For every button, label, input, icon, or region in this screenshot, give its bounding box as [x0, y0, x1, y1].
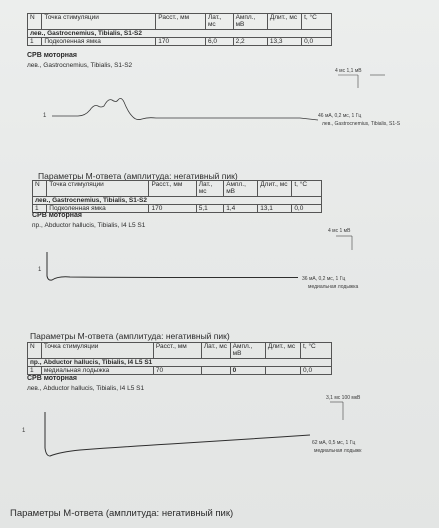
- cell-ampl: 1,4: [224, 205, 258, 213]
- col-site: Точка стимуляции: [41, 343, 153, 359]
- col-lat: Лат., мс: [196, 181, 223, 197]
- block2-subtitle: пр., Abductor hallucis, Tibialis, I4 L5 S1: [32, 222, 146, 229]
- block1-scale-label: 4 мс 1,1 мВ: [335, 68, 362, 74]
- cell-lat: 6,0: [205, 38, 233, 46]
- section-label: лев., Gastrocnemius, Tibialis, S1-S2: [28, 30, 332, 38]
- block1-site-note: лев., Gastrocnemius, Tibialis, S1-S: [322, 121, 401, 127]
- col-lat: Лат., мс: [201, 343, 230, 359]
- col-temp: t, °C: [292, 181, 322, 197]
- cell-n: 1: [28, 38, 42, 46]
- block1-scale-bar: [338, 75, 385, 88]
- cell-site: Подколенная ямка: [47, 205, 149, 213]
- col-temp: t, °C: [302, 14, 332, 30]
- block2-heading: Параметры М-ответа (амплитуда: негативный пик): [38, 171, 238, 181]
- block1-subtitle: лев., Gastrocnemius, Tibialis, S1-S2: [27, 62, 133, 69]
- col-dur: Длит., мс: [267, 14, 301, 30]
- block3-waveform: [45, 412, 310, 456]
- cell-dist: 170: [149, 205, 196, 213]
- block1-settings: 46 мА, 0,2 мс, 1 Гц: [318, 113, 362, 119]
- cell-dur: 13,1: [258, 205, 292, 213]
- cell-dist: 70: [153, 367, 201, 375]
- block3-scale-label: 3,1 мс 100 мкВ: [326, 395, 361, 401]
- col-site: Точка стимуляции: [42, 14, 156, 30]
- cell-dur: 13,3: [267, 38, 301, 46]
- col-dist: Расст., мм: [149, 181, 196, 197]
- section-label: лев., Gastrocnemius, Tibialis, S1-S2: [33, 197, 322, 205]
- block2-settings: 36 мА, 0,2 мс, 1 Гц: [302, 276, 346, 282]
- cell-ampl: 0: [230, 367, 265, 375]
- col-ampl: Ампл., мВ: [230, 343, 265, 359]
- col-n: N: [28, 343, 42, 359]
- block2-scale-bar: [336, 236, 352, 250]
- col-site: Точка стимуляции: [47, 181, 149, 197]
- block1-waveform: [52, 98, 318, 120]
- col-n: N: [33, 181, 47, 197]
- cell-temp: 0,0: [301, 367, 332, 375]
- col-dist: Расст., мм: [156, 14, 206, 30]
- block2-trace-label: 1: [38, 267, 42, 273]
- block2-site-note: медиальная лодыжка: [308, 284, 359, 290]
- cell-lat: 5,1: [196, 205, 223, 213]
- block2-scale-label: 4 мс 1 мВ: [328, 228, 351, 234]
- cell-dist: 170: [156, 38, 206, 46]
- col-temp: t, °C: [301, 343, 332, 359]
- block3-trace-label: 1: [22, 428, 26, 434]
- block3-settings: 62 мА, 0,5 мс, 1 Гц: [312, 440, 356, 446]
- block2-waveform: [47, 252, 298, 280]
- col-n: N: [28, 14, 42, 30]
- col-ampl: Ампл., мВ: [233, 14, 267, 30]
- col-lat: Лат., мс: [205, 14, 233, 30]
- block3-subtitle: лев., Abductor hallucis, Tibialis, I4 L5 S1: [27, 385, 145, 392]
- block3-scale-bar: [330, 402, 343, 420]
- col-dist: Расст., мм: [153, 343, 201, 359]
- cell-n: 1: [28, 367, 42, 375]
- section-label: пр., Abductor hallucis, Tibialis, I4 L5 S1: [28, 359, 332, 367]
- col-ampl: Ампл., мВ: [224, 181, 258, 197]
- block3-site-note: медиальная лодыжк: [314, 448, 362, 454]
- footer-heading: Параметры М-ответа (амплитуда: негативный пик): [10, 508, 234, 519]
- block1-trace-label: 1: [43, 113, 47, 119]
- block2-title: СРВ моторная: [32, 212, 83, 219]
- block3-heading: Параметры М-ответа (амплитуда: негативный пик): [30, 331, 230, 341]
- cell-site: медиальная лодыжка: [41, 367, 153, 375]
- cell-site: Подколенная ямка: [42, 38, 156, 46]
- cell-temp: 0,0: [292, 205, 322, 213]
- cell-n: 1: [33, 205, 47, 213]
- block3-title: СРВ моторная: [27, 375, 78, 382]
- col-dur: Длит., мс: [265, 343, 300, 359]
- block1-title: СРВ моторная: [27, 52, 78, 59]
- col-dur: Длит., мс: [258, 181, 292, 197]
- cell-ampl: 2,2: [233, 38, 267, 46]
- cell-temp: 0,0: [302, 38, 332, 46]
